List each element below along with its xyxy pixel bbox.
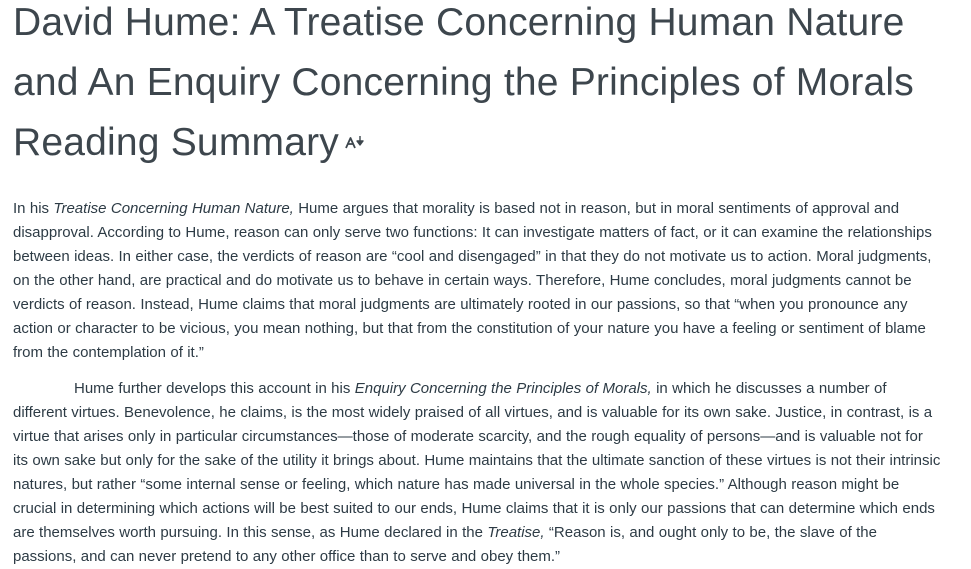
- paragraph-2-title-enquiry: Enquiry Concerning the Principles of Morals,: [354, 380, 652, 397]
- paragraph-1-title-treatise: Treatise Concerning Human Nature,: [53, 200, 294, 217]
- paragraph-2-title-treatise: Treatise,: [487, 524, 545, 541]
- summary-paragraph-1: [13, 197, 941, 365]
- page-title: [13, 0, 941, 173]
- page-title-line-3-text: Reading Summary: [13, 121, 339, 164]
- paragraph-1-text-a: In his: [13, 200, 54, 217]
- summary-paragraph-2: [13, 377, 941, 569]
- page-title-line-2: and An Enquiry Concerning the Principles of Morals: [13, 61, 914, 104]
- page-title-line-3: [13, 113, 941, 173]
- paragraph-2-text-c: “Reason is, and ought only to be, the slave of the passions, and can never pretend to any other office than to serve and obey them.”: [13, 524, 877, 565]
- paragraph-2-text-b: in which he discusses a number of different virtues. Benevolence, he claims, is the most widely praised of all virtues, and is valuable for its own sake. Justice, in contrast, is a virtue that arises only in particular circumstances—those of moderate scarcity, and the rough equality of persons—and is valuable not for its own sake but only for the sake of the utility it brings about. Hume maintains that the ultimate sanction of these virtues is not their intrinsic natures, but rather “some internal sense or feeling, which nature has made universal in the whole species.” Although reason might be crucial in determining which actions will be best suited to our ends, Hume claims that it is only our passions that can determine which ends are themselves worth pursuing. In this sense, as Hume declared in the: [13, 380, 941, 541]
- paragraph-1-text-b: Hume argues that morality is based not in reason, but in moral sentiments of approval and disapproval. According to Hume, reason can only serve two functions: It can investigate matters of fact, or it can examine the relationships between ideas. In either case, the verdicts of reason are “cool and disengaged” in that they do not motivate us to action. Moral judgments, on the other hand, are practical and do motivate us to behave in certain ways. Therefore, Hume concludes, moral judgments cannot be verdicts of reason. Instead, Hume claims that moral judgments are ultimately rooted in our passions, so that “when you pronounce any action or character to be vicious, you mean nothing, but that from the constitution of your nature you have a feeling or sentiment of blame from the contemplation of it.”: [13, 200, 932, 361]
- text-size-accessibility-icon[interactable]: [345, 135, 367, 149]
- paragraph-2-text-a: Hume further develops this account in his: [74, 380, 355, 397]
- page-title-line-1: David Hume: A Treatise Concerning Human Nature: [13, 1, 905, 44]
- reading-summary-content: [13, 197, 941, 569]
